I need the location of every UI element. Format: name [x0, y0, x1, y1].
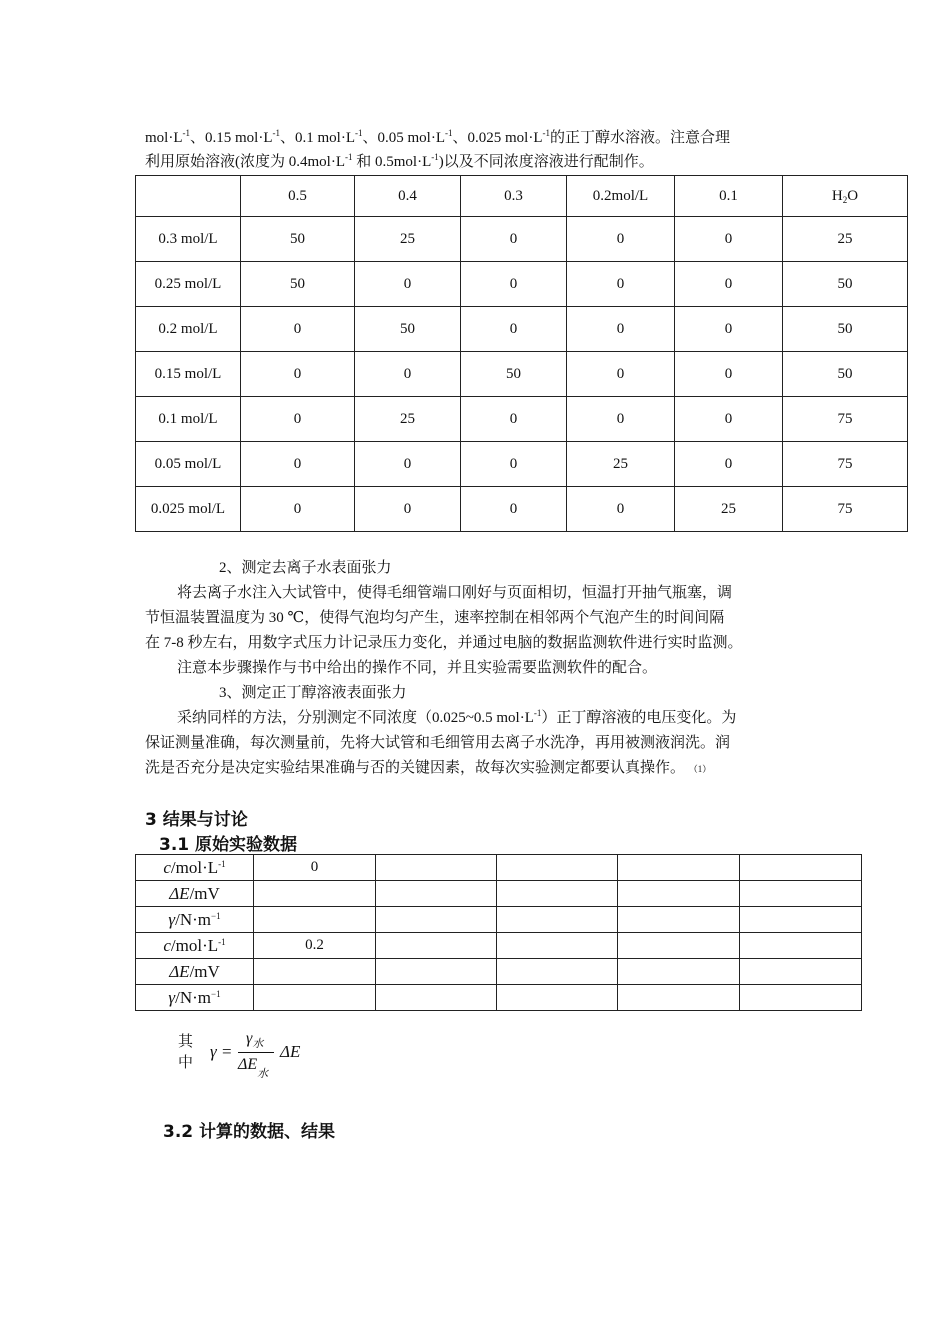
table-cell: 50: [241, 262, 355, 307]
table-row: [136, 262, 908, 307]
step3-p1-line1: [177, 707, 736, 729]
table-cell: 75: [783, 442, 908, 487]
column-header: 0.3: [461, 176, 567, 217]
intro-line2-a: 利用原始溶液(浓度为 0.4mol·L: [145, 154, 345, 170]
empty-cell: [254, 881, 376, 907]
dilution-table: [135, 175, 908, 532]
table-cell: 0: [675, 262, 783, 307]
step2-p1-line1: 将去离子水注入大试管中，使得毛细管端口刚好与页面相切，恒温打开抽气瓶塞，调: [177, 585, 733, 601]
empty-cell: [376, 855, 497, 881]
table-cell: 50: [783, 307, 908, 352]
table-cell: 75: [783, 487, 908, 532]
section-3-2-title: 3.2 计算的数据、结果: [163, 1122, 336, 1142]
formula-delta-e: ΔE: [280, 1042, 301, 1061]
table-row: [136, 933, 862, 959]
table-cell: 0: [241, 397, 355, 442]
empty-cell: [497, 933, 618, 959]
table-cell: 75: [783, 397, 908, 442]
empty-cell: [618, 855, 740, 881]
table-row: [136, 985, 862, 1011]
table-cell: 25: [567, 442, 675, 487]
empty-cell: [376, 933, 497, 959]
column-header: 0.5: [241, 176, 355, 217]
table-cell: 0: [461, 487, 567, 532]
section-3-title: 3 结果与讨论: [145, 810, 248, 830]
intro-line2-b: 和 0.5mol·L: [356, 154, 432, 170]
row-label: 0.15 mol/L: [136, 352, 241, 397]
table-cell: 0: [241, 487, 355, 532]
table-row: [136, 397, 908, 442]
table-header-row: [136, 176, 908, 217]
formula-equals: =: [222, 1042, 232, 1061]
table-row: [136, 855, 862, 881]
intro-concs: $mol\cdot L^{-1}$、0.15 $mol\cdot L^{-1}$、0.1 $mol\cdot L^{-1}$、0.05 $mol\cdot L^{-1}$、0.025 $mol\cdot L^{-1}$: [145, 128, 550, 146]
unit-sup: -1: [431, 152, 439, 162]
cell-c-value: 0: [254, 855, 376, 881]
table-cell: 0: [355, 442, 461, 487]
table-row: [136, 352, 908, 397]
step3-p1-line2: 保证测量准确，每次测量前，先将大试管和毛细管用去离子水洗净，再用被测液润洗。润: [145, 735, 731, 751]
empty-cell: [376, 907, 497, 933]
empty-cell: [254, 959, 376, 985]
empty-cell: [740, 907, 862, 933]
table-cell: 50: [461, 352, 567, 397]
step2-title: 2、测定去离子水表面张力: [219, 560, 392, 576]
table-row: [136, 442, 908, 487]
empty-cell: [254, 907, 376, 933]
table-cell: 0: [241, 307, 355, 352]
column-header: $H_2O$: [783, 176, 908, 217]
step3-p1-line3: [145, 757, 711, 780]
step3-text-b: ）正丁醇溶液的电压变化。为: [541, 710, 737, 726]
table-cell: 0: [675, 352, 783, 397]
table-cell: 50: [355, 307, 461, 352]
step2-p1-line2: 节恒温装置温度为 30 ℃，使得气泡均匀产生，速率控制在相邻两个气泡产生的时间间隔: [145, 610, 725, 626]
fraction-bar: [238, 1052, 274, 1053]
formula-gamma: γ: [210, 1042, 217, 1061]
table-cell: 0: [567, 352, 675, 397]
section-3-1-title: 3.1 原始实验数据: [159, 835, 298, 855]
table-cell: 25: [355, 397, 461, 442]
row-label-concentration: $c/mol\cdot L^{-1}$: [136, 933, 254, 959]
column-header: 0.4: [355, 176, 461, 217]
fraction-denominator: ΔE: [238, 1056, 258, 1073]
empty-cell: [618, 907, 740, 933]
table-cell: 0: [675, 397, 783, 442]
row-label: 0.1 mol/L: [136, 397, 241, 442]
empty-cell: [740, 959, 862, 985]
unit-sup: -1: [345, 152, 353, 162]
intro-line-1: [145, 127, 730, 149]
table-cell: 0: [461, 307, 567, 352]
table-cell: 0: [355, 487, 461, 532]
subscript-water: 水: [252, 1038, 264, 1050]
table-cell: 0: [567, 217, 675, 262]
step3-text-c: 洗是否充分是决定实验结果准确与否的关键因素，故每次实验测定都要认真操作。: [145, 760, 686, 776]
empty-cell: [497, 907, 618, 933]
table-row: [136, 881, 862, 907]
empty-cell: [376, 985, 497, 1011]
table-cell: 0: [461, 397, 567, 442]
empty-cell: [618, 881, 740, 907]
row-label-delta-e: ΔE/mV: [136, 959, 254, 985]
table-row: [136, 487, 908, 532]
empty-cell: [497, 985, 618, 1011]
row-label: 0.2 mol/L: [136, 307, 241, 352]
table-cell: 25: [675, 487, 783, 532]
table-cell: 0: [567, 262, 675, 307]
row-label: 0.05 mol/L: [136, 442, 241, 487]
table-cell: 0: [355, 352, 461, 397]
table-cell: 25: [355, 217, 461, 262]
column-header: 0.2mol/L: [567, 176, 675, 217]
reference-mark: （1）: [688, 764, 712, 774]
table-cell: 0: [675, 307, 783, 352]
table-cell: 0: [461, 262, 567, 307]
step3-text-a: 采纳同样的方法，分别测定不同浓度（0.025~0.5 mol·L: [177, 710, 534, 726]
empty-cell: [618, 985, 740, 1011]
empty-cell: [740, 881, 862, 907]
row-label: 0.025 mol/L: [136, 487, 241, 532]
table-cell: 0: [567, 307, 675, 352]
table-cell: 0: [355, 262, 461, 307]
table-row: [136, 907, 862, 933]
table-cell: 0: [241, 352, 355, 397]
table-cell: 50: [783, 352, 908, 397]
cell-c-value: 0.2: [254, 933, 376, 959]
empty-cell: [376, 881, 497, 907]
table-cell: 0: [461, 217, 567, 262]
table-cell: 0: [675, 217, 783, 262]
table-row: [136, 307, 908, 352]
step3-title: 3、测定正丁醇溶液表面张力: [219, 685, 407, 701]
empty-cell: [254, 985, 376, 1011]
formula-prefix: 其中: [178, 1034, 194, 1071]
step2-p1-line3: 在 7-8 秒左右，用数字式压力计记录压力变化，并通过电脑的数据监测软件进行实时监测。: [145, 635, 743, 651]
empty-cell: [618, 959, 740, 985]
row-label-concentration: $c/mol\cdot L^{-1}$: [136, 855, 254, 881]
intro-line2-c: )以及不同浓度溶液进行配制作。: [438, 154, 654, 170]
empty-cell: [618, 933, 740, 959]
intro-line-2: [145, 151, 654, 173]
table-row: [136, 217, 908, 262]
table-cell: 0: [567, 397, 675, 442]
empty-cell: [376, 959, 497, 985]
table-cell: 50: [783, 262, 908, 307]
empty-cell: [497, 959, 618, 985]
step2-p2: 注意本步骤操作与书中给出的操作不同，并且实验需要监测软件的配合。: [177, 660, 658, 676]
table-cell: 0: [241, 442, 355, 487]
intro-line1-text: 的正丁醇水溶液。注意合理: [550, 130, 731, 146]
empty-cell: [740, 855, 862, 881]
table-row: [136, 959, 862, 985]
row-label-gamma: $\gamma/N\cdot m^{-1}$: [136, 907, 254, 933]
row-label: 0.25 mol/L: [136, 262, 241, 307]
fraction-numerator: γ: [246, 1030, 253, 1047]
column-header: 0.1: [675, 176, 783, 217]
table-cell: 50: [241, 217, 355, 262]
table-cell: 25: [783, 217, 908, 262]
table-cell: 0: [567, 487, 675, 532]
row-label-delta-e: ΔE/mV: [136, 881, 254, 907]
empty-cell: [740, 933, 862, 959]
table-cell: 0: [675, 442, 783, 487]
empty-cell: [497, 881, 618, 907]
raw-data-table: [135, 854, 862, 1011]
row-label-gamma: $\gamma/N\cdot m^{-1}$: [136, 985, 254, 1011]
table-cell: 0: [461, 442, 567, 487]
subscript-water: 水: [257, 1068, 269, 1080]
empty-cell: [740, 985, 862, 1011]
row-label: 0.3 mol/L: [136, 217, 241, 262]
column-header: [136, 176, 241, 217]
empty-cell: [497, 855, 618, 881]
unit-sup: -1: [533, 708, 542, 718]
